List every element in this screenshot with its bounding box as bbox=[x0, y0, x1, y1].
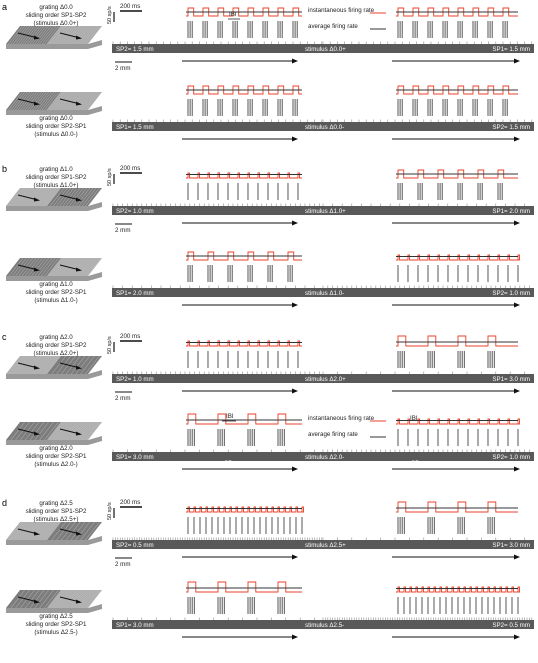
strip-label-right: SP2= 0.5 mm bbox=[492, 622, 530, 629]
strip-label-mid: stimulus Δ0.0- bbox=[305, 124, 345, 131]
distance-scale-label: 2 mm bbox=[115, 561, 131, 568]
direction-arrow-head bbox=[292, 555, 298, 560]
direction-arrow-head bbox=[292, 635, 298, 640]
grating-caption: sliding order SP1-SP2 bbox=[25, 342, 87, 349]
grating-caption: sliding order SP1-SP2 bbox=[25, 12, 87, 19]
instantaneous-rate-right bbox=[396, 587, 520, 592]
legend-average: average firing rate bbox=[308, 23, 358, 30]
grating-caption: sliding order SP2-SP1 bbox=[25, 289, 87, 296]
strip-label-right: SP2= 1.0 mm bbox=[492, 290, 530, 297]
direction-arrow-head bbox=[292, 389, 298, 394]
strip-label-mid: stimulus Δ2.0+ bbox=[305, 376, 346, 383]
strip-label-left: SP1= 1.5 mm bbox=[116, 124, 154, 131]
instantaneous-rate-left bbox=[186, 341, 302, 346]
distance-scale-label: 2 mm bbox=[115, 395, 131, 402]
strip-label-right: SP1= 2.0 mm bbox=[492, 208, 530, 215]
instantaneous-rate-left bbox=[186, 507, 304, 512]
strip-label-left: SP2= 1.0 mm bbox=[116, 208, 154, 215]
grating-caption: grating Δ1.0 bbox=[39, 166, 73, 173]
sp-label: SP bbox=[224, 460, 233, 467]
time-scale-label: 200 ms bbox=[120, 499, 141, 506]
rate-scale-label: 50 sp/s bbox=[107, 502, 113, 520]
panel-b bbox=[2, 164, 534, 308]
grating-caption: grating Δ1.0 bbox=[39, 281, 73, 288]
rate-scale-label: 50 sp/s bbox=[107, 168, 113, 186]
distance-scale-label: 2 mm bbox=[115, 227, 131, 234]
stimulus-row bbox=[6, 86, 534, 142]
strip-label-mid: stimulus Δ2.0- bbox=[305, 454, 345, 461]
instantaneous-rate-right bbox=[396, 502, 518, 512]
grating-caption: sliding order SP2-SP1 bbox=[25, 621, 87, 628]
stimulus-row bbox=[6, 499, 534, 568]
direction-arrow-head bbox=[292, 303, 298, 308]
grating-illustration bbox=[6, 422, 102, 445]
direction-arrow-head bbox=[514, 303, 520, 308]
strip-label-right: SP1= 3.0 mm bbox=[492, 542, 530, 549]
panel-d bbox=[2, 498, 534, 640]
strip-label-right: SP1= 3.0 mm bbox=[492, 376, 530, 383]
grating-caption: sliding order SP1-SP2 bbox=[25, 508, 87, 515]
direction-arrow-head bbox=[292, 467, 298, 472]
rate-scale-label: 50 sp/s bbox=[107, 6, 113, 24]
strip-label-left: SP1= 3.0 mm bbox=[116, 454, 154, 461]
strip-label-right: SP2= 1.0 mm bbox=[492, 454, 530, 461]
stimulus-row bbox=[6, 413, 534, 472]
strip-label-left: SP2= 1.5 mm bbox=[116, 46, 154, 53]
grating-caption: grating Δ2.0 bbox=[39, 334, 73, 341]
grating-caption: (stimulus Δ2.0-) bbox=[34, 461, 78, 468]
rate-scale-label: 50 sp/s bbox=[107, 336, 113, 354]
grating-caption: grating Δ2.5 bbox=[39, 613, 73, 620]
time-scale-label: 200 ms bbox=[120, 3, 141, 10]
panel-a bbox=[2, 2, 534, 142]
strip-label-left: SP2= 1.0 mm bbox=[116, 376, 154, 383]
strip-label-right: SP2= 1.5 mm bbox=[492, 124, 530, 131]
panel-letter: b bbox=[2, 164, 8, 174]
ibi-label-right: IBI bbox=[410, 415, 418, 422]
direction-arrow-head bbox=[292, 137, 298, 142]
stimulus-row bbox=[6, 582, 534, 640]
strip-label-mid: stimulus Δ1.0- bbox=[305, 290, 345, 297]
grating-illustration bbox=[6, 26, 102, 49]
instantaneous-rate-left bbox=[186, 414, 302, 424]
direction-arrow-head bbox=[514, 555, 520, 560]
direction-arrow-head bbox=[514, 137, 520, 142]
panel-letter: c bbox=[2, 332, 7, 342]
direction-arrow-head bbox=[292, 59, 298, 64]
grating-illustration bbox=[6, 356, 102, 379]
strip-label-mid: stimulus Δ1.0+ bbox=[305, 208, 346, 215]
panel-c bbox=[2, 332, 534, 472]
instantaneous-rate-left bbox=[186, 582, 302, 592]
sp-label-right: SP bbox=[411, 460, 420, 467]
strip-label-left: SP1= 3.0 mm bbox=[116, 622, 154, 629]
direction-arrow-head bbox=[514, 635, 520, 640]
direction-arrow-head bbox=[514, 467, 520, 472]
instantaneous-rate-right bbox=[396, 336, 518, 346]
stimulus-row bbox=[6, 252, 534, 308]
strip-label-right: SP1= 1.5 mm bbox=[492, 46, 530, 53]
distance-scale-label: 2 mm bbox=[115, 65, 131, 72]
grating-illustration bbox=[6, 522, 102, 545]
grating-caption: (stimulus Δ2.0+) bbox=[33, 350, 79, 357]
grating-caption: (stimulus Δ0.0+) bbox=[33, 20, 79, 27]
grating-caption: grating Δ2.5 bbox=[39, 500, 73, 507]
stimulus-row bbox=[6, 333, 534, 402]
grating-caption: (stimulus Δ2.5-) bbox=[34, 629, 78, 636]
direction-arrow-head bbox=[514, 221, 520, 226]
strip-label-left: SP1= 2.0 mm bbox=[116, 290, 154, 297]
strip-label-mid: stimulus Δ2.5- bbox=[305, 622, 345, 629]
grating-caption: (stimulus Δ2.5+) bbox=[33, 516, 79, 523]
instantaneous-rate-left bbox=[186, 173, 302, 178]
ibi-label: IBI bbox=[226, 413, 234, 420]
instantaneous-rate-right bbox=[396, 255, 520, 260]
grating-caption: sliding order SP2-SP1 bbox=[25, 453, 87, 460]
grating-caption: grating Δ0.0 bbox=[39, 4, 73, 11]
stimulus-row bbox=[6, 165, 534, 234]
grating-caption: (stimulus Δ1.0+) bbox=[33, 182, 79, 189]
panel-letter: d bbox=[2, 498, 8, 508]
time-scale-label: 200 ms bbox=[120, 333, 141, 340]
grating-illustration bbox=[6, 92, 102, 115]
direction-arrow-head bbox=[514, 59, 520, 64]
grating-caption: grating Δ2.0 bbox=[39, 445, 73, 452]
strip-label-left: SP2= 0.5 mm bbox=[116, 542, 154, 549]
grating-illustration bbox=[6, 188, 102, 211]
stimulus-row bbox=[6, 3, 534, 72]
grating-caption: sliding order SP2-SP1 bbox=[25, 123, 87, 130]
legend-instantaneous: instantaneous firing rate bbox=[308, 7, 375, 14]
grating-caption: sliding order SP1-SP2 bbox=[25, 174, 87, 181]
strip-label-mid: stimulus Δ0.0+ bbox=[305, 46, 346, 53]
grating-caption: grating Δ0.0 bbox=[39, 115, 73, 122]
grating-illustration bbox=[6, 258, 102, 281]
grating-caption: (stimulus Δ0.0-) bbox=[34, 131, 78, 138]
direction-arrow-head bbox=[514, 389, 520, 394]
time-scale-label: 200 ms bbox=[120, 165, 141, 172]
ibi-label: IBI bbox=[229, 11, 237, 18]
legend-instantaneous: instantaneous firing rate bbox=[308, 415, 375, 422]
panel-letter: a bbox=[2, 2, 8, 12]
direction-arrow-head bbox=[292, 221, 298, 226]
grating-caption: (stimulus Δ1.0-) bbox=[34, 297, 78, 304]
grating-illustration bbox=[6, 590, 102, 613]
strip-label-mid: stimulus Δ2.5+ bbox=[305, 542, 346, 549]
legend-average: average firing rate bbox=[308, 431, 358, 438]
